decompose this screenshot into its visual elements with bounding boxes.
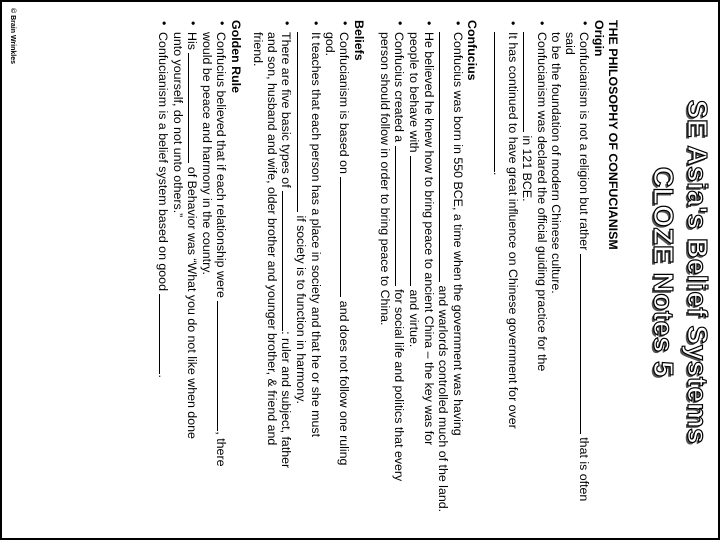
fill-in-blank[interactable] — [523, 32, 535, 132]
list-item — [171, 32, 200, 524]
beliefs-text: friend. — [251, 32, 265, 67]
confucius-text: He believed he knew how to bring peace to ancient China – the key was for — [422, 32, 436, 446]
confucius-text: and virtue. — [407, 289, 421, 348]
slide-title: SE Asia's Belief Systems — [682, 99, 713, 445]
confucius-list — [378, 20, 465, 524]
fill-in-blank[interactable] — [580, 254, 592, 434]
slide-subtitle: CLOZE Notes 5 — [648, 166, 679, 378]
origin-text: Confucianism was declared the official guiding practice for the — [535, 32, 549, 372]
origin-text: Confucianism is not a religion but rather — [577, 32, 591, 251]
beliefs-text: It teaches that each person has a place in society and that he or she must — [309, 32, 323, 438]
origin-text: to be the foundation of modern Chinese culture. — [549, 32, 563, 294]
golden-rule-text: of Behavior was “What you do not like when done — [185, 166, 199, 439]
golden-rule-text: . — [156, 374, 170, 378]
beliefs-text: and son, husband and wife, older brother and younger brother, & friend and — [265, 32, 279, 446]
confucius-text: Confucius was born in 550 BCE, a time when the government was having — [451, 32, 465, 436]
golden-rule-text: would be peace and harmony in the country. — [200, 32, 214, 275]
list-item — [323, 32, 352, 524]
list-item — [407, 32, 436, 524]
origin-text: in 121 BCE. — [520, 135, 534, 202]
list-item — [251, 32, 294, 524]
list-item — [491, 32, 520, 524]
origin-list — [491, 20, 592, 524]
fill-in-blank[interactable] — [297, 32, 309, 212]
fill-in-blank[interactable] — [340, 177, 352, 297]
beliefs-text: Confucianism is based on — [337, 32, 351, 174]
beliefs-text: if society is to function in harmony. — [294, 215, 308, 404]
notes-content — [156, 20, 620, 524]
confucius-heading: Confucius — [465, 20, 479, 81]
main-section-heading: THE PHILOSOPHY OF CONFUCIANISM — [606, 20, 620, 250]
confucius-text: people to behave with — [407, 32, 421, 153]
golden-rule-text: unto yourself, do not unto others.” — [171, 32, 185, 218]
golden-rule-list — [156, 20, 229, 524]
beliefs-text: god. — [323, 32, 337, 57]
golden-rule-text: Confucianism is a belief system based on good — [156, 32, 170, 291]
list-item — [549, 32, 592, 524]
confucius-text: Confucius created a — [392, 32, 406, 143]
list-item — [520, 32, 549, 524]
confucius-text: person should follow in order to bring peace to China. — [378, 32, 392, 326]
golden-rule-text: Confucius believed that if each relationship were — [214, 32, 228, 298]
fill-in-blank[interactable] — [188, 53, 200, 163]
fill-in-blank[interactable] — [395, 146, 407, 286]
origin-text: It has continued to have great influence on Chinese government for over — [506, 32, 520, 429]
list-item — [378, 32, 407, 524]
beliefs-text: There are five basic types of — [279, 32, 293, 188]
fill-in-blank[interactable] — [410, 156, 422, 286]
fill-in-blank[interactable] — [159, 294, 171, 374]
confucius-text: for social life and politics that every — [392, 289, 406, 482]
list-item — [436, 32, 465, 524]
beliefs-text: and does not follow one ruling — [337, 300, 351, 466]
golden-rule-heading: Golden Rule — [229, 20, 243, 93]
fill-in-blank[interactable] — [494, 32, 506, 172]
fill-in-blank[interactable] — [439, 32, 451, 282]
golden-rule-text: , there — [214, 431, 228, 467]
origin-text: . — [491, 172, 505, 176]
fill-in-blank[interactable] — [217, 301, 229, 431]
copyright-label: © Brain Wrinkles — [9, 8, 16, 64]
confucius-text: and warlords controlled much of the land. — [436, 285, 450, 513]
beliefs-heading: Beliefs — [352, 20, 366, 61]
list-item — [200, 32, 229, 524]
list-item — [156, 32, 171, 524]
origin-text: that is often said — [563, 32, 591, 502]
list-item — [294, 32, 323, 524]
origin-heading: Origin — [592, 20, 606, 57]
fill-in-blank[interactable] — [282, 191, 294, 331]
golden-rule-text: His — [185, 32, 199, 50]
beliefs-text: : ruler and subject, father — [279, 331, 293, 469]
beliefs-list — [251, 20, 352, 524]
